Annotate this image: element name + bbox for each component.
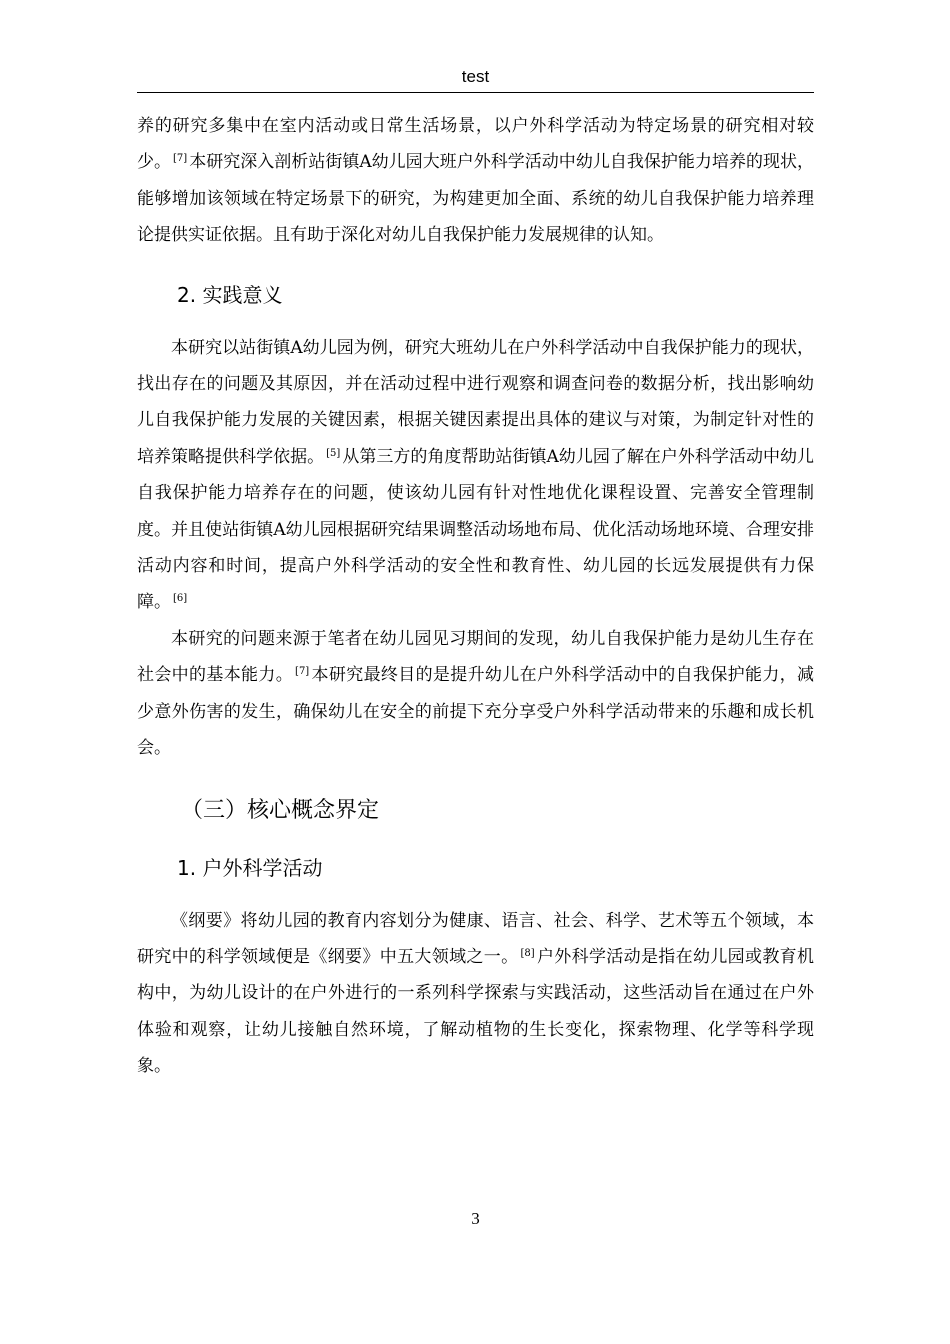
page-content xyxy=(137,108,814,1085)
paragraph-theoretical-significance-continued xyxy=(137,108,814,254)
page-number: 3 xyxy=(471,1209,480,1228)
page-header-title: test xyxy=(461,67,490,86)
citation-marker: [7] xyxy=(173,153,188,165)
paragraph-text: 从第三方的角度帮助站街镇A幼儿园了解在户外科学活动中幼儿自我保护能力培养存在的问题，使该幼儿园有针对性地优化课程设置、完善安全管理制度。并且使站街镇A幼儿园根据研究结果调整活动场地布局、优化活动场地环境、合理安排活动内容和时间，提高户外科学活动的安全性和教育性、幼儿园的长远发展提供有力保障。 xyxy=(137,446,814,613)
citation-marker: [6] xyxy=(173,593,188,605)
heading-core-concepts: （三）核心概念界定 xyxy=(181,797,380,823)
heading-practical-significance: 2. 实践意义 xyxy=(177,282,283,307)
paragraph-text: 《纲要》将幼儿园的教育内容划分为健康、语言、社会、科学、艺术等五个领域，本研究中的科学领域便是《纲要》中五大领域之一。 xyxy=(137,910,814,967)
citation-marker: [8] xyxy=(520,947,535,959)
paragraph-practical-significance-1 xyxy=(137,330,814,621)
citation-marker: [7] xyxy=(295,666,310,678)
paragraph-outdoor-science-definition xyxy=(137,903,814,1085)
paragraph-practical-significance-2 xyxy=(137,621,814,767)
paragraph-text: 户外科学活动是指在幼儿园或教育机构中，为幼儿设计的在户外进行的一系列科学探索与实践活动，这些活动旨在通过在户外体验和观察，让幼儿接触自然环境，了解动植物的生长变化，探索物理、化学等科学现象。 xyxy=(137,946,815,1077)
citation-marker: [5] xyxy=(326,447,341,459)
paragraph-text: 本研究最终目的是提升幼儿在户外科学活动中的自我保护能力，减少意外伤害的发生，确保幼儿在安全的前提下充分享受户外科学活动带来的乐趣和成长机会。 xyxy=(137,665,815,759)
header-rule xyxy=(137,92,814,93)
paragraph-text: 本研究深入剖析站街镇A幼儿园大班户外科学活动中幼儿自我保护能力培养的现状，能够增加该领域在特定场景下的研究，为构建更加全面、系统的幼儿自我保护能力培养理论提供实证依据。且有助于深化对幼儿自我保护能力发展规律的认知。 xyxy=(137,152,814,246)
paragraph-text: 本研究的问题来源于笔者在幼儿园见习期间的发现，幼儿自我保护能力是幼儿生存在社会中的基本能力。 xyxy=(137,628,814,686)
heading-outdoor-science-activities: 1. 户外科学活动 xyxy=(177,855,323,880)
paragraph-text: 本研究以站街镇A幼儿园为例，研究大班幼儿在户外科学活动中自我保护能力的现状，找出存在的问题及其原因，并在活动过程中进行观察和调查问卷的数据分析，找出影响幼儿自我保护能力发展的关键因素，根据关键因素提出具体的建议与对策，为制定针对性的培养策略提供科学依据。 xyxy=(137,337,814,467)
paragraph-text: 养的研究多集中在室内活动或日常生活场景，以户外科学活动为特定场景的研究相对较少。 xyxy=(137,116,814,173)
